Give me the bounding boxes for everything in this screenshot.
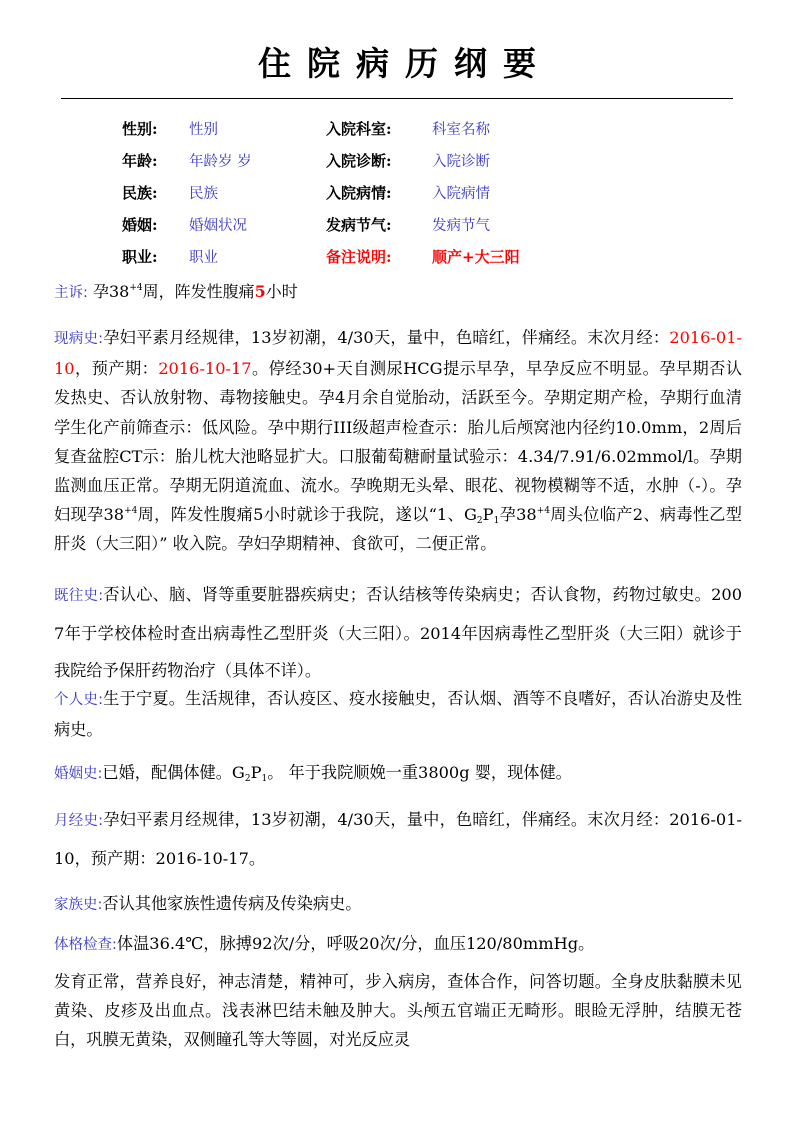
present-t7: 周头位临产2、病毒性乙型肝炎（大三阳）” 收入院。孕妇孕期精神、食欲可，二便正常。 [54, 505, 742, 554]
condition-value: 入院病情 [432, 185, 490, 202]
chief-text-a: 孕38 [92, 282, 130, 301]
marriage-sub1: 2 [244, 774, 251, 784]
family-history [54, 889, 742, 920]
dept-label: 入院科室: [326, 119, 392, 138]
chief-text-c: 小时 [265, 282, 298, 301]
patient-info-table [122, 112, 642, 272]
ethnic-label: 民族: [122, 183, 158, 202]
solar-term-label: 发病节气: [326, 215, 392, 234]
diag-value: 入院诊断 [432, 153, 490, 170]
chief-complaint [54, 279, 298, 302]
info-row-gender [122, 112, 642, 144]
age-label: 年龄: [122, 151, 158, 170]
lmp-date: 2016-01-10 [54, 328, 742, 379]
physical-exam [54, 929, 742, 960]
present-sup2: +4 [536, 506, 550, 517]
present-t6: 孕38 [499, 505, 537, 525]
marital-label: 婚姻: [122, 215, 158, 234]
age-value: 年龄岁 岁 [189, 153, 252, 170]
physical-exam-detail-text: 发育正常，营养良好，神志清楚，精神可，步入病房，查体合作，问答切题。全身皮肤黏膜未见黄染、皮疹及出血点。浅表淋巴结未触及肿大。头颅五官端正无畸形。眼睑无浮肿，结膜无苍白，巩膜无黄染，双侧瞳孔等大等圆，对光反应灵 [54, 972, 742, 1049]
solar-term-value: 发病节气 [432, 217, 490, 234]
dept-value: 科室名称 [432, 121, 490, 138]
marriage-t3: 。 年于我院顺娩一重3800g 婴，现体健。 [267, 763, 572, 782]
menstrual-history [54, 801, 742, 877]
past-history [54, 576, 742, 689]
info-row-age [122, 144, 642, 176]
present-illness [54, 323, 742, 559]
marriage-sub2: 1 [261, 774, 268, 784]
present-t2: ，预产期： [74, 359, 159, 379]
info-row-ethnic [122, 176, 642, 208]
present-t3: 。停经30+天自测尿HCG提示早孕，早孕反应不明显。孕早期否认发热史、否认放射物、毒物接触史。孕4月余自觉胎动，活跃至今。孕期定期产检，孕期行血清学生化产前筛查示：低风险。孕中期行III级超声检查示：胎儿后颅窝池内径约10.0mm，2周后复查盆腔CT示：胎儿枕大池略显扩大。口服葡萄糖耐量试验示：4.34/7.91/6.02mmol/l。孕期监测血压正常。孕期无阴道流血、流水。孕晚期无头晕、眼花、视物模糊等不适，水肿（-）。孕妇现孕38 [54, 359, 743, 525]
family-history-label: 家族史: [54, 897, 103, 913]
marriage-t2: P [250, 763, 262, 782]
present-t5: P [482, 505, 494, 525]
present-sup1: +4 [124, 506, 138, 517]
past-history-text: 否认心、脑、肾等重要脏器疾病史；否认结核等传染病史；否认食物，药物过敏史。2007年于学校体检时查出病毒性乙型肝炎（大三阳）。2014年因病毒性乙型肝炎（大三阳）就诊于我院给予保肝药物治疗（具体不详）。 [54, 585, 742, 680]
gender-label: 性别: [122, 119, 158, 138]
personal-history-label: 个人史: [54, 692, 103, 708]
physical-exam-label: 体格检查: [54, 937, 117, 953]
chief-hours: 5 [254, 282, 266, 301]
note-label: 备注说明: [326, 247, 392, 266]
job-label: 职业: [122, 247, 158, 266]
physical-exam-detail [54, 967, 742, 1054]
marriage-history [54, 758, 742, 789]
diag-label: 入院诊断: [326, 151, 392, 170]
chief-complaint-label: 主诉: [54, 285, 88, 301]
past-history-label: 既往史: [54, 588, 104, 604]
family-history-text: 否认其他家族性遗传病及传染病史。 [102, 894, 362, 913]
present-t4: 周，阵发性腹痛5小时就诊于我院，遂以“1、G [137, 505, 477, 525]
menstrual-history-text: 孕妇平素月经规律，13岁初潮，4/30天，量中，色暗红，伴痛经。末次月经：2016-01-10，预产期：2016-10-17。 [54, 810, 742, 868]
gender-value: 性别 [189, 121, 218, 138]
marital-value: 婚姻状况 [189, 217, 247, 234]
page-title: 住院病历纲要 [258, 44, 552, 83]
present-illness-label: 现病史: [54, 331, 104, 347]
menstrual-history-label: 月经史: [54, 813, 104, 829]
personal-history [54, 684, 742, 744]
info-row-marital [122, 208, 642, 240]
marriage-t1: 已婚，配偶体健。G [102, 763, 245, 782]
edd-date: 2016-10-17 [158, 359, 252, 379]
job-value: 职业 [189, 249, 218, 266]
personal-history-text: 生于宁夏。生活规律，否认疫区、疫水接触史，否认烟、酒等不良嗜好，否认冶游史及性病史。 [54, 689, 742, 740]
info-row-job [122, 240, 642, 272]
chief-text-b: 周，阵发性腹痛 [142, 282, 255, 301]
present-sub2: 1 [493, 516, 500, 527]
present-sub1: 2 [476, 516, 483, 527]
title-divider [61, 98, 733, 99]
note-value: 顺产+大三阳 [432, 247, 520, 266]
marriage-history-label: 婚姻史: [54, 766, 103, 782]
physical-exam-vitals: 体温36.4℃，脉搏92次/分，呼吸20次/分，血压120/80mmHg。 [116, 934, 595, 953]
present-t1: 孕妇平素月经规律，13岁初潮，4/30天，量中，色暗红，伴痛经。末次月经： [103, 328, 670, 347]
condition-label: 入院病情: [326, 183, 392, 202]
ethnic-value: 民族 [189, 185, 218, 202]
chief-sup: +4 [129, 283, 143, 293]
